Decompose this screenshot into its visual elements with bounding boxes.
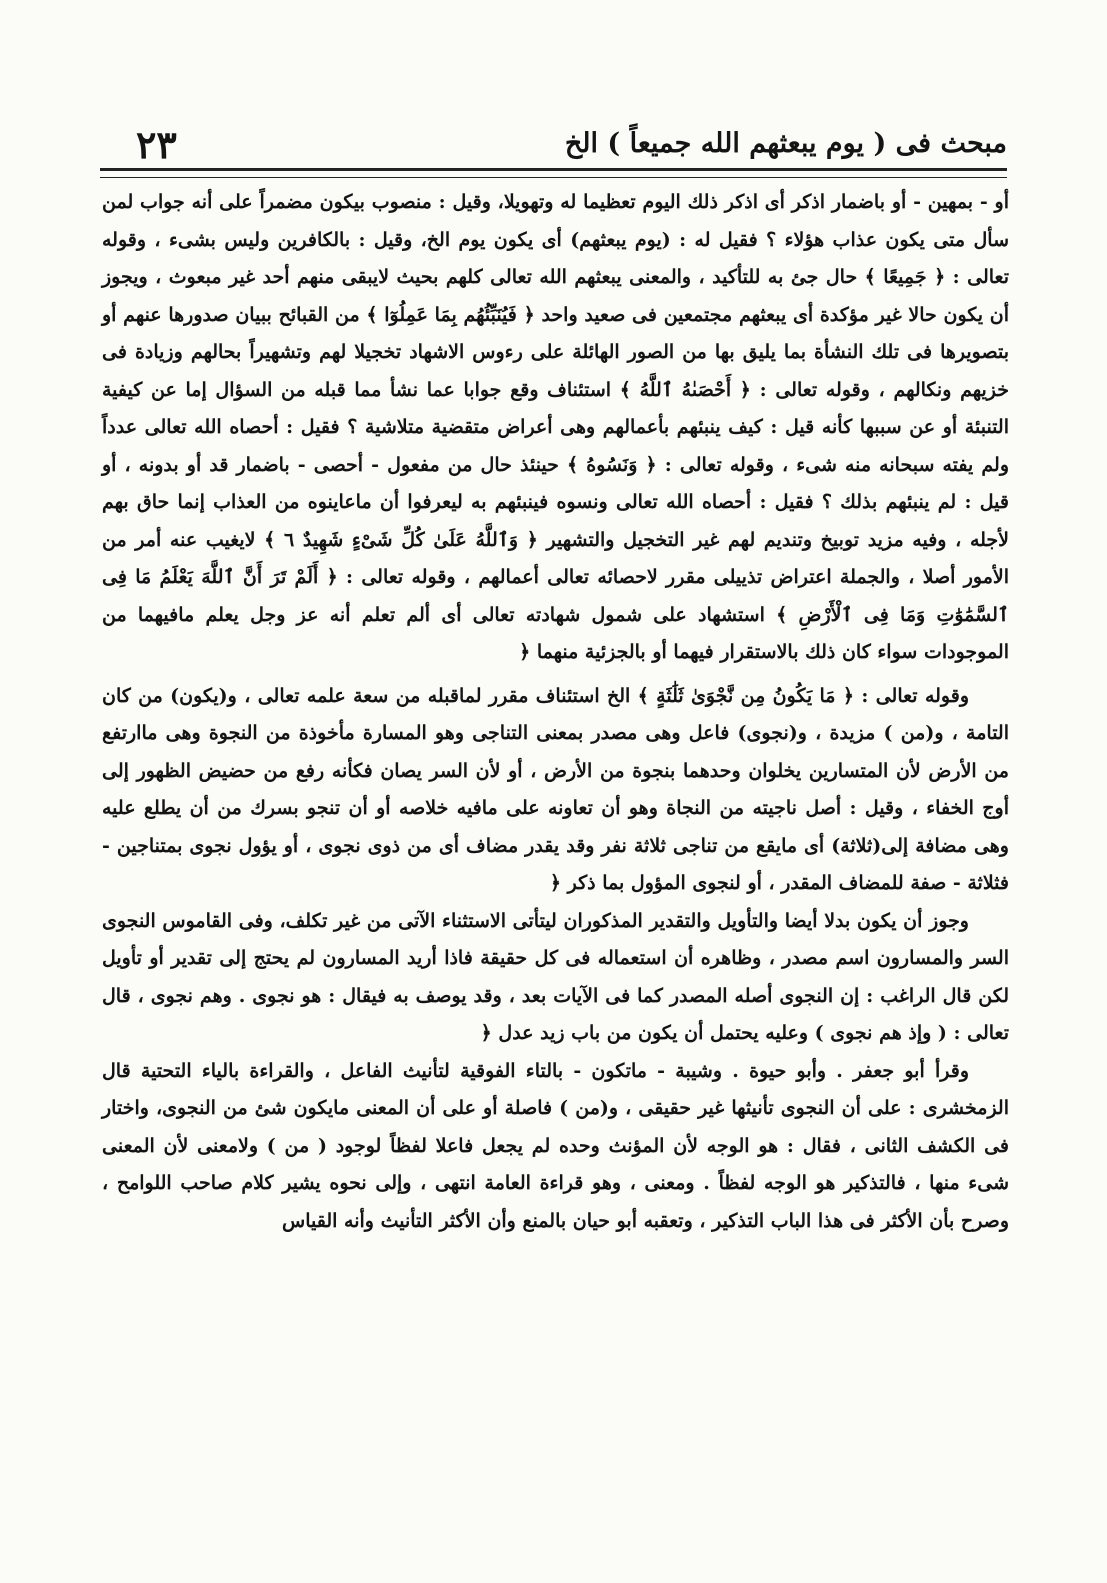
page-number: ٢٣ bbox=[136, 122, 177, 167]
body-text bbox=[102, 184, 1009, 1240]
paragraph-4: وقرأ أبو جعفر . وأبو حيوة . وشيبة - ماتكون - بالتاء الفوقية لتأنيث الفاعل ، والقراءة بالياء التحتية قال الزمخشرى : على أن النجوى تأنيثها غير حقيقى ، و(من ) فاصلة أو على أن المعنى مايكون شئ من النجوى، واختار فى الكشف الثانى ، فقال : هو الوجه لأن المؤنث وحده لم يجعل فاعلا لفظاً لوجود ( من ) ولامعنى لأن المعنى شىء منها ، فالتذكير هو الوجه لفظاً . ومعنى ، وهو قراءة العامة انتهى ، وإلى نحوه يشير كلام صاحب اللوامح ، وصرح بأن الأكثر فى هذا الباب التذكير ، وتعقبه أبو حيان بالمنع وأن الأكثر التأنيث وأنه القياس bbox=[102, 1059, 1009, 1232]
paragraph-2: وقوله تعالى : ﴿ مَا يَكُونُ مِن نَّجْوَىٰ ثَلَٰثَةٍ ﴾ الخ استئناف مقرر لماقبله من سعة علمه تعالى ، و(يكون) من كان التامة ، و(من ) مزيدة ، و(نجوى) فاعل وهى مصدر بمعنى التناجى وهو المسارة مأخوذة من النجوة وهى ماارتفع من الأرض لأن المتسارين يخلوان وحدهما بنجوة من الأرض ، أو لأن السر يصان فكأنه رفع من حضيض الظهور إلى أوج الخفاء ، وقيل : أصل ناجيته من النجاة وهو أن تعاونه على مافيه خلاصه أو أن تنجو بسرك من أن يطلع عليه وهى مضافة إلى(ثلاثة) أى مايقع من تناجى ثلاثة نفر وقد يقدر مضاف أى من ذوى نجوى ، أو يؤول نجوى بمتناجين - فثلاثة - صفة للمضاف المقدر ، أو لنجوى المؤول بما ذكر ﴿ bbox=[102, 684, 1009, 894]
header-rule bbox=[100, 168, 1007, 178]
paragraph-3: وجوز أن يكون بدلا أيضا والتأويل والتقدير المذكوران ليتأتى الاستثناء الآتى من غير تكلف، وفى القاموس النجوى السر والمسارون اسم مصدر ، وظاهره أن استعماله فى كل حقيقة فاذا أريد المسارون لم يحتج إلى تقدير أو تأويل لكن قال الراغب : إن النجوى أصله المصدر كما فى الآيات بعد ، وقد يوصف به فيقال : هو نجوى . وهم نجوى ، قال تعالى : ( وإذ هم نجوى ) وعليه يحتمل أن يكون من باب زيد عدل ﴿ bbox=[102, 909, 1009, 1044]
paragraph-1: أو - بمهين - أو باضمار اذكر أى اذكر ذلك اليوم تعظيما له وتهويلا، وقيل : منصوب بيكون مضمراً على أنه جواب لمن سأل متى يكون عذاب هؤلاء ؟ فقيل له : (يوم يبعثهم) أى يكون يوم الخ، وقيل : بالكافرين وليس بشىء ، وقوله تعالى : ﴿ جَمِيعًا ﴾ حال جئ به للتأكيد ، والمعنى يبعثهم الله تعالى كلهم بحيث لايبقى منهم أحد غير مبعوث ، ويجوز أن يكون حالا غير مؤكدة أى يبعثهم مجتمعين فى صعيد واحد ﴿ فَيُنَبِّئُهُم بِمَا عَمِلُوٓا ﴾ من القبائح ببيان صدورها عنهم أو بتصويرها فى تلك النشأة بما يليق بها من الصور الهائلة على رءوس الاشهاد تخجيلا لهم وتشهيراً بحالهم وزيادة فى خزيهم ونكالهم ، وقوله تعالى : ﴿ أَحْصَىٰهُ ٱللَّهُ ﴾ استئناف وقع جوابا عما نشأ مما قبله من السؤال إما عن كيفية التنبئة أو عن سببها كأنه قيل : كيف ينبئهم بأعمالهم وهى أعراض متقضية متلاشية ؟ فقيل : أحصاه الله تعالى عدداً ولم يفته سبحانه منه شىء ، وقوله تعالى : ﴿ وَنَسُوهُ ﴾ حينئذ حال من مفعول - أحصى - باضمار قد أو بدونه ، أو قيل : لم ينبئهم بذلك ؟ فقيل : أحصاه الله تعالى ونسوه فينبئهم به ليعرفوا أن ماعاينوه من العذاب إنما حاق بهم لأجله ، وفيه مزيد توبيخ وتنديم لهم غير التخجيل والتشهير ﴿ وَٱللَّهُ عَلَىٰ كُلِّ شَىْءٍ شَهِيدٌ ٦ ﴾ لايغيب عنه أمر من الأمور أصلا ، والجملة اعتراض تذييلى مقرر لاحصائه تعالى أعمالهم ، وقوله تعالى : ﴿ أَلَمْ تَرَ أَنَّ ٱللَّهَ يَعْلَمُ مَا فِى ٱلسَّمَٰوَٰتِ وَمَا فِى ٱلْأَرْضِ ﴾ استشهاد على شمول شهادته تعالى أى ألم تعلم أنه عز وجل يعلم مافيهما من الموجودات سواء كان ذلك بالاستقرار فيهما أو بالجزئية منهما ﴿ bbox=[102, 191, 1009, 663]
running-title: مبحث فى ( يوم يبعثهم الله جميعاً ) الخ bbox=[564, 128, 1007, 159]
page-header bbox=[100, 122, 1007, 167]
